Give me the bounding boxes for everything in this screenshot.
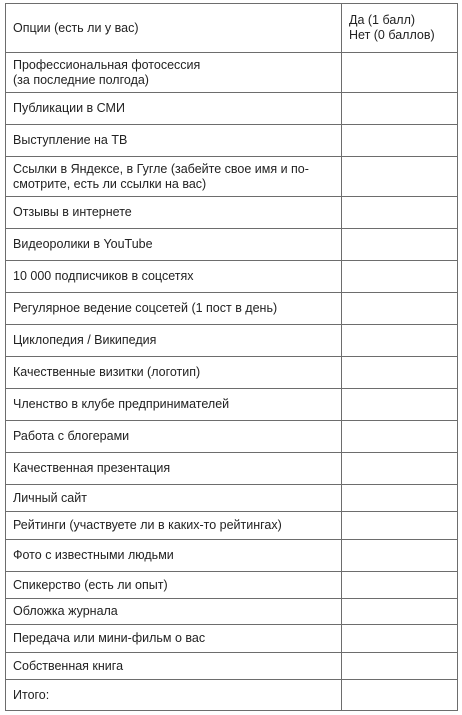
answer-cell[interactable] — [342, 389, 458, 421]
table-row — [6, 293, 458, 325]
answer-cell[interactable] — [342, 157, 458, 197]
option-label: Качественная презентация — [6, 453, 342, 485]
options-column-header: Опции (есть ли у вас) — [6, 4, 342, 53]
answer-cell[interactable] — [342, 421, 458, 453]
option-label: Рейтинги (участвуете ли в каких-то рейтингах) — [6, 512, 342, 540]
table-row — [6, 125, 458, 157]
option-label: Ссылки в Яндексе, в Гугле (забейте свое имя и по- смотрите, есть ли ссылки на вас) — [6, 157, 342, 197]
option-label: Публикации в СМИ — [6, 93, 342, 125]
answer-cell[interactable] — [342, 485, 458, 512]
total-value-cell — [342, 680, 458, 711]
self-assessment-table — [5, 3, 458, 711]
table-row — [6, 625, 458, 653]
option-label: Личный сайт — [6, 485, 342, 512]
answer-cell[interactable] — [342, 357, 458, 389]
table-row — [6, 572, 458, 599]
option-label: Собственная книга — [6, 653, 342, 680]
answer-cell[interactable] — [342, 453, 458, 485]
answer-cell[interactable] — [342, 293, 458, 325]
table-row — [6, 485, 458, 512]
option-label: Выступление на ТВ — [6, 125, 342, 157]
answer-cell[interactable] — [342, 512, 458, 540]
answer-cell[interactable] — [342, 653, 458, 680]
answer-cell[interactable] — [342, 229, 458, 261]
table-row — [6, 229, 458, 261]
table-row — [6, 261, 458, 293]
table-row — [6, 357, 458, 389]
answer-cell[interactable] — [342, 599, 458, 625]
option-label: Качественные визитки (логотип) — [6, 357, 342, 389]
answer-cell[interactable] — [342, 125, 458, 157]
option-label: Циклопедия / Википедия — [6, 325, 342, 357]
table-row — [6, 389, 458, 421]
answer-cell[interactable] — [342, 325, 458, 357]
option-label: Передача или мини-фильм о вас — [6, 625, 342, 653]
answer-cell[interactable] — [342, 625, 458, 653]
answer-cell[interactable] — [342, 261, 458, 293]
table-header-row — [6, 4, 458, 53]
table-row — [6, 325, 458, 357]
option-label: Обложка журнала — [6, 599, 342, 625]
total-row — [6, 680, 458, 711]
answer-cell[interactable] — [342, 53, 458, 93]
option-label: Видеоролики в YouTube — [6, 229, 342, 261]
table-row — [6, 197, 458, 229]
table-row — [6, 540, 458, 572]
answer-cell[interactable] — [342, 572, 458, 599]
option-label: Работа с блогерами — [6, 421, 342, 453]
option-label: Профессиональная фотосессия (за последние полгода) — [6, 53, 342, 93]
option-label: Членство в клубе предпринимателей — [6, 389, 342, 421]
table-row — [6, 53, 458, 93]
score-column-header: Да (1 балл) Нет (0 баллов) — [342, 4, 458, 53]
option-label: Отзывы в интернете — [6, 197, 342, 229]
answer-cell[interactable] — [342, 197, 458, 229]
table-row — [6, 93, 458, 125]
option-label: 10 000 подписчиков в соцсетях — [6, 261, 342, 293]
option-label: Регулярное ведение соцсетей (1 пост в день) — [6, 293, 342, 325]
table-row — [6, 453, 458, 485]
table-row — [6, 653, 458, 680]
table-row — [6, 599, 458, 625]
total-label: Итого: — [6, 680, 342, 711]
table-row — [6, 421, 458, 453]
answer-cell[interactable] — [342, 540, 458, 572]
option-label: Фото с известными людьми — [6, 540, 342, 572]
table-row — [6, 157, 458, 197]
table-row — [6, 512, 458, 540]
option-label: Спикерство (есть ли опыт) — [6, 572, 342, 599]
answer-cell[interactable] — [342, 93, 458, 125]
